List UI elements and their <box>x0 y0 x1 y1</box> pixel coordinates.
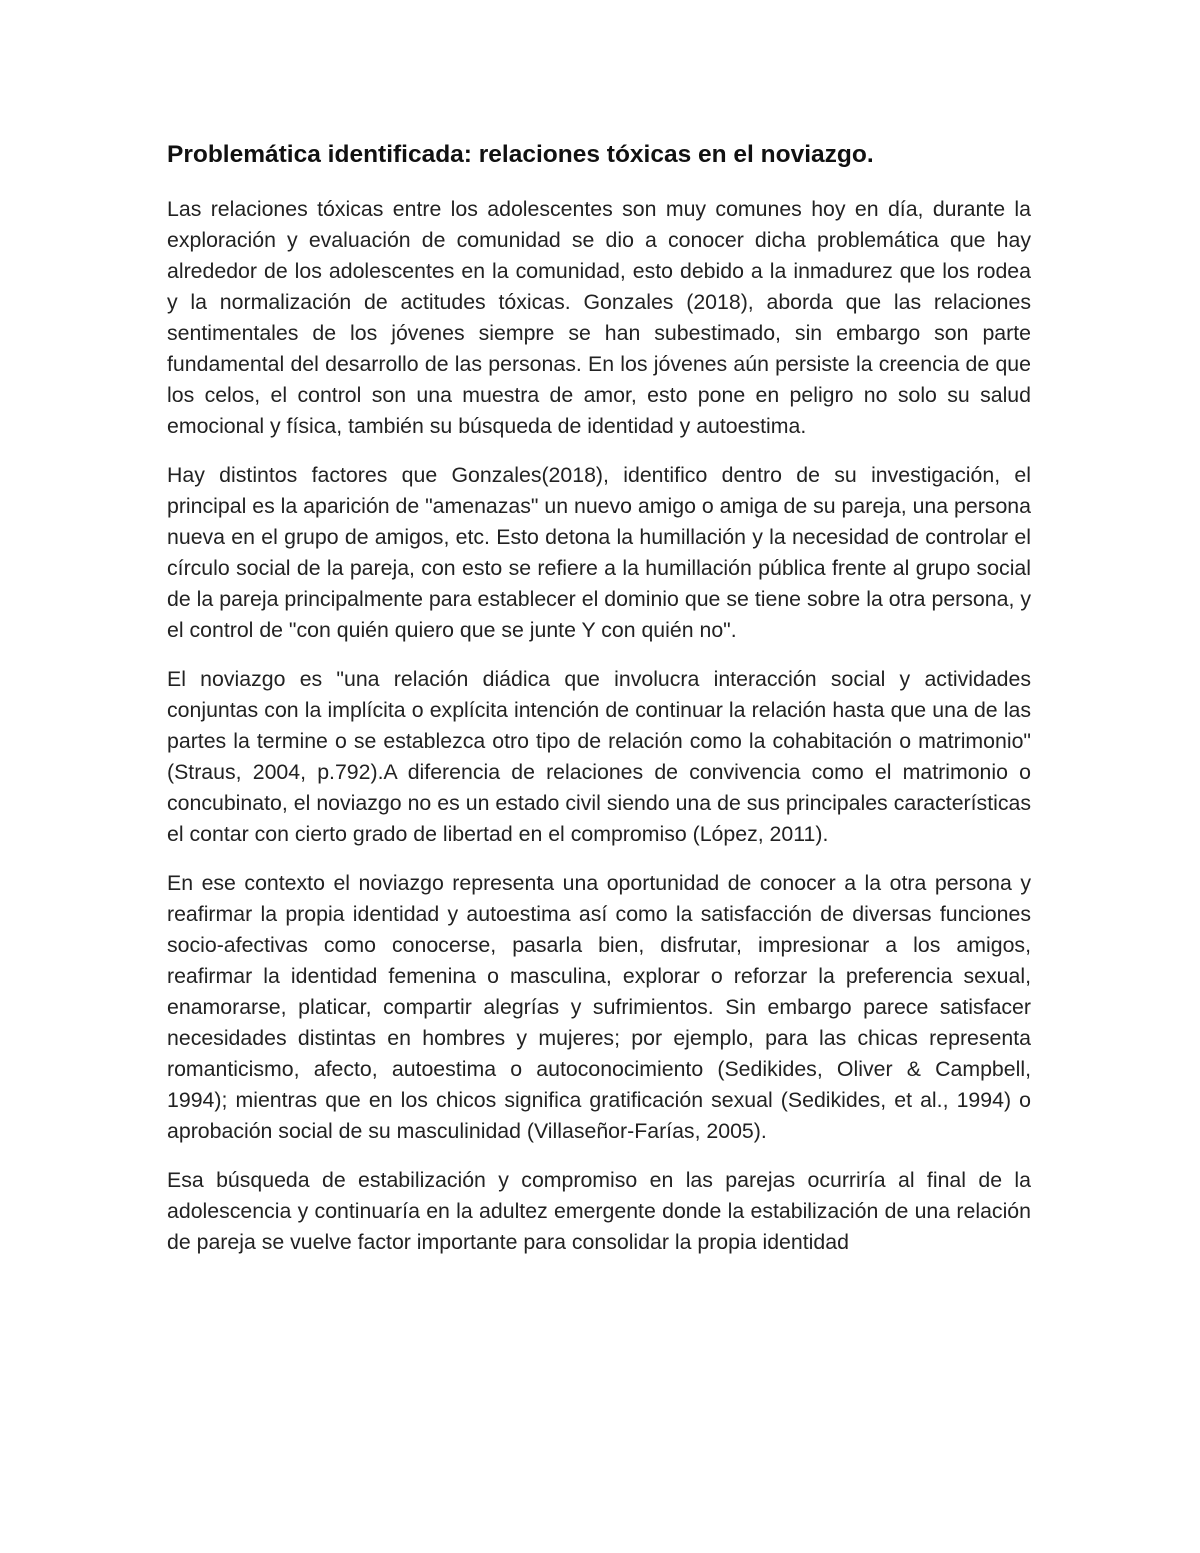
paragraph-5: Esa búsqueda de estabilización y compromiso en las parejas ocurriría al final de la adolescencia y continuaría en la adultez emergente donde la estabilización de una relación de pareja se vuelve factor importante para consolidar la propia identidad <box>167 1168 1031 1254</box>
paragraph-2: Hay distintos factores que Gonzales(2018), identifico dentro de su investigación, el principal es la aparición de "amenazas" un nuevo amigo o amiga de su pareja, una persona nueva en el grupo de amigos, etc. Esto detona la humillación y la necesidad de controlar el círculo social de la pareja, con esto se refiere a la humillación pública frente al grupo social de la pareja principalmente para establecer el dominio que se tiene sobre la otra persona, y el control de "con quién quiero que se junte Y con quién no". <box>167 463 1031 642</box>
document-title: Problemática identificada: relaciones tóxicas en el noviazgo. <box>167 141 874 168</box>
document-page <box>167 138 1031 1258</box>
paragraph-3: El noviazgo es "una relación diádica que involucra interacción social y actividades conjuntas con la implícita o explícita intención de continuar la relación hasta que una de las partes la termine o se establezca otro tipo de relación como la cohabitación o matrimonio" (Straus, 2004, p.792).A diferencia de relaciones de convivencia como el matrimonio o concubinato, el noviazgo no es un estado civil siendo una de sus principales características el contar con cierto grado de libertad en el compromiso (López, 2011). <box>167 667 1031 846</box>
paragraph-4: En ese contexto el noviazgo representa una oportunidad de conocer a la otra persona y reafirmar la propia identidad y autoestima así como la satisfacción de diversas funciones socio-afectivas como conocerse, pasarla bien, disfrutar, impresionar a los amigos, reafirmar la identidad femenina o masculina, explorar o reforzar la preferencia sexual, enamorarse, platicar, compartir alegrías y sufrimientos. Sin embargo parece satisfacer necesidades distintas en hombres y mujeres; por ejemplo, para las chicas representa romanticismo, afecto, autoestima o autoconocimiento (Sedikides, Oliver & Campbell, 1994); mientras que en los chicos significa gratificación sexual (Sedikides, et al., 1994) o aprobación social de su masculinidad (Villaseñor-Farías, 2005). <box>167 871 1031 1143</box>
paragraph-1: Las relaciones tóxicas entre los adolescentes son muy comunes hoy en día, durante la exploración y evaluación de comunidad se dio a conocer dicha problemática que hay alrededor de los adolescentes en la comunidad, esto debido a la inmadurez que los rodea y la normalización de actitudes tóxicas. Gonzales (2018), aborda que las relaciones sentimentales de los jóvenes siempre se han subestimado, sin embargo son parte fundamental del desarrollo de las personas. En los jóvenes aún persiste la creencia de que los celos, el control son una muestra de amor, esto pone en peligro no solo su salud emocional y física, también su búsqueda de identidad y autoestima. <box>167 197 1031 438</box>
